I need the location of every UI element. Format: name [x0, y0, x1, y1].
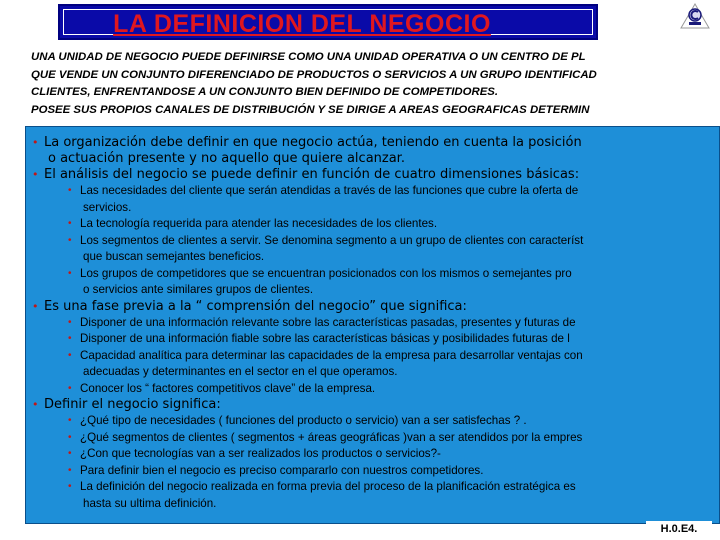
- sub-bullet: [32, 381, 719, 398]
- sub-bullet: [32, 348, 719, 381]
- sub-bullet-text: Capacidad analítica para determinar las capacidades de la empresa para desarrollar ventajas con: [80, 348, 583, 362]
- bullet-icon: •: [32, 168, 39, 181]
- sub-bullet-text: ¿Qué tipo de necesidades ( funciones del producto o servicio) van a ser satisfechas ? .: [80, 414, 527, 427]
- intro-line: POSEE SUS PROPIOS CANALES DE DISTRIBUCIÓN Y SE DIRIGE A AREAS GEOGRAFICAS DETERMIN: [31, 103, 590, 116]
- bullet-icon: •: [68, 431, 72, 443]
- sub-bullet-text: ¿Qué segmentos de clientes ( segmentos + áreas geográficas )van a ser atendidos por la empres: [80, 430, 583, 444]
- sub-bullet-text: Las necesidades del cliente que serán atendidas a través de las funciones que cubre la oferta de: [80, 184, 579, 197]
- section-text: Es una fase previa a la “ comprensión del negocio” que significa:: [44, 298, 467, 314]
- sub-bullet-text: ¿Con que tecnologías van a ser realizados los productos o servicios?-: [80, 447, 441, 460]
- title-banner: [58, 4, 598, 40]
- sub-bullet-text: servicios.: [83, 200, 132, 214]
- sub-bullet: [32, 430, 719, 447]
- sub-bullet: [32, 479, 719, 512]
- slide-code: H.0.E4.: [646, 521, 712, 538]
- bullet-icon: •: [68, 481, 72, 492]
- section-bullet: [32, 167, 719, 183]
- sub-bullet: [32, 331, 719, 348]
- sub-bullet-text: La definición del negocio realizada en forma previa del proceso de la planificación estratégica es: [80, 480, 576, 493]
- sub-bullet-text: que buscan semejantes beneficios.: [83, 250, 265, 263]
- sub-bullet-text: Disponer de una información fiable sobre las características básicas y posibilidades futuras de l: [80, 332, 570, 345]
- sub-bullet: [32, 446, 719, 463]
- bullet-icon: •: [68, 415, 72, 426]
- sub-bullet-text: Los segmentos de clientes a servir. Se denomina segmento a un grupo de clientes con característ: [80, 233, 584, 247]
- sub-bullet: [32, 463, 719, 480]
- section-text: El análisis del negocio se puede definir en función de cuatro dimensiones básicas:: [44, 167, 580, 182]
- sub-bullet-text: hasta su ultima definición.: [83, 496, 217, 510]
- section-text: Definir el negocio significa:: [44, 397, 221, 412]
- section-text: La organización debe definir en que negocio actúa, teniendo en cuenta la posición: [44, 135, 582, 150]
- sub-bullet-text: adecuadas y determinantes en el sector en el que operamos.: [83, 365, 398, 378]
- bullet-icon: •: [68, 448, 72, 459]
- sub-bullet: [32, 216, 719, 233]
- bullet-icon: •: [68, 267, 72, 279]
- sub-bullet: [32, 266, 719, 299]
- bullet-icon: •: [32, 398, 39, 411]
- sub-bullet: [32, 183, 719, 216]
- sub-bullet-text: Conocer los “ factores competitivos clave” de la empresa.: [80, 381, 376, 395]
- section-bullet: [32, 397, 719, 413]
- bullet-list: [32, 135, 719, 512]
- sub-bullet: [32, 315, 719, 332]
- content-panel: [25, 126, 720, 524]
- sub-bullet-text: o servicios ante similares grupos de clientes.: [83, 283, 314, 296]
- bullet-icon: •: [68, 218, 72, 229]
- sub-bullet-text: Para definir bien el negocio es preciso compararlo con nuestros competidores.: [80, 463, 484, 477]
- intro-line: UNA UNIDAD DE NEGOCIO PUEDE DEFINIRSE COMO UNA UNIDAD OPERATIVA O UN CENTRO DE PL: [31, 51, 586, 63]
- sub-bullet-text: La tecnología requerida para atender las necesidades de los clientes.: [80, 217, 438, 230]
- intro-paragraph: [31, 49, 720, 119]
- section-text: o actuación presente y no aquello que quiere alcanzar.: [48, 151, 405, 166]
- section-bullet: [32, 135, 719, 167]
- bullet-icon: •: [32, 136, 39, 149]
- slide-title: LA DEFINICION DEL NEGOCIO: [113, 10, 491, 38]
- sub-bullet: [32, 233, 719, 266]
- company-logo-icon: [677, 2, 713, 32]
- sub-bullet-text: Disponer de una información relevante sobre las características pasadas, presentes y futuras de: [80, 315, 576, 329]
- bullet-icon: •: [68, 234, 72, 246]
- bullet-icon: •: [68, 349, 72, 361]
- intro-line: QUE VENDE UN CONJUNTO DIFERENCIADO DE PRODUCTOS O SERVICIOS A UN GRUPO IDENTIFICAD: [31, 68, 597, 81]
- bullet-icon: •: [68, 316, 72, 328]
- bullet-icon: •: [68, 382, 72, 394]
- sub-bullet-text: Los grupos de competidores que se encuentran posicionados con los mismos o semejantes pro: [80, 266, 572, 280]
- bullet-icon: •: [68, 185, 72, 196]
- section-bullet: [32, 299, 719, 315]
- bullet-icon: •: [68, 464, 72, 476]
- sub-bullet: [32, 413, 719, 430]
- bullet-icon: •: [68, 333, 72, 344]
- bullet-icon: •: [32, 299, 39, 313]
- intro-line: CLIENTES, ENFRENTANDOSE A UN CONJUNTO BIEN DEFINIDO DE COMPETIDORES.: [31, 86, 499, 98]
